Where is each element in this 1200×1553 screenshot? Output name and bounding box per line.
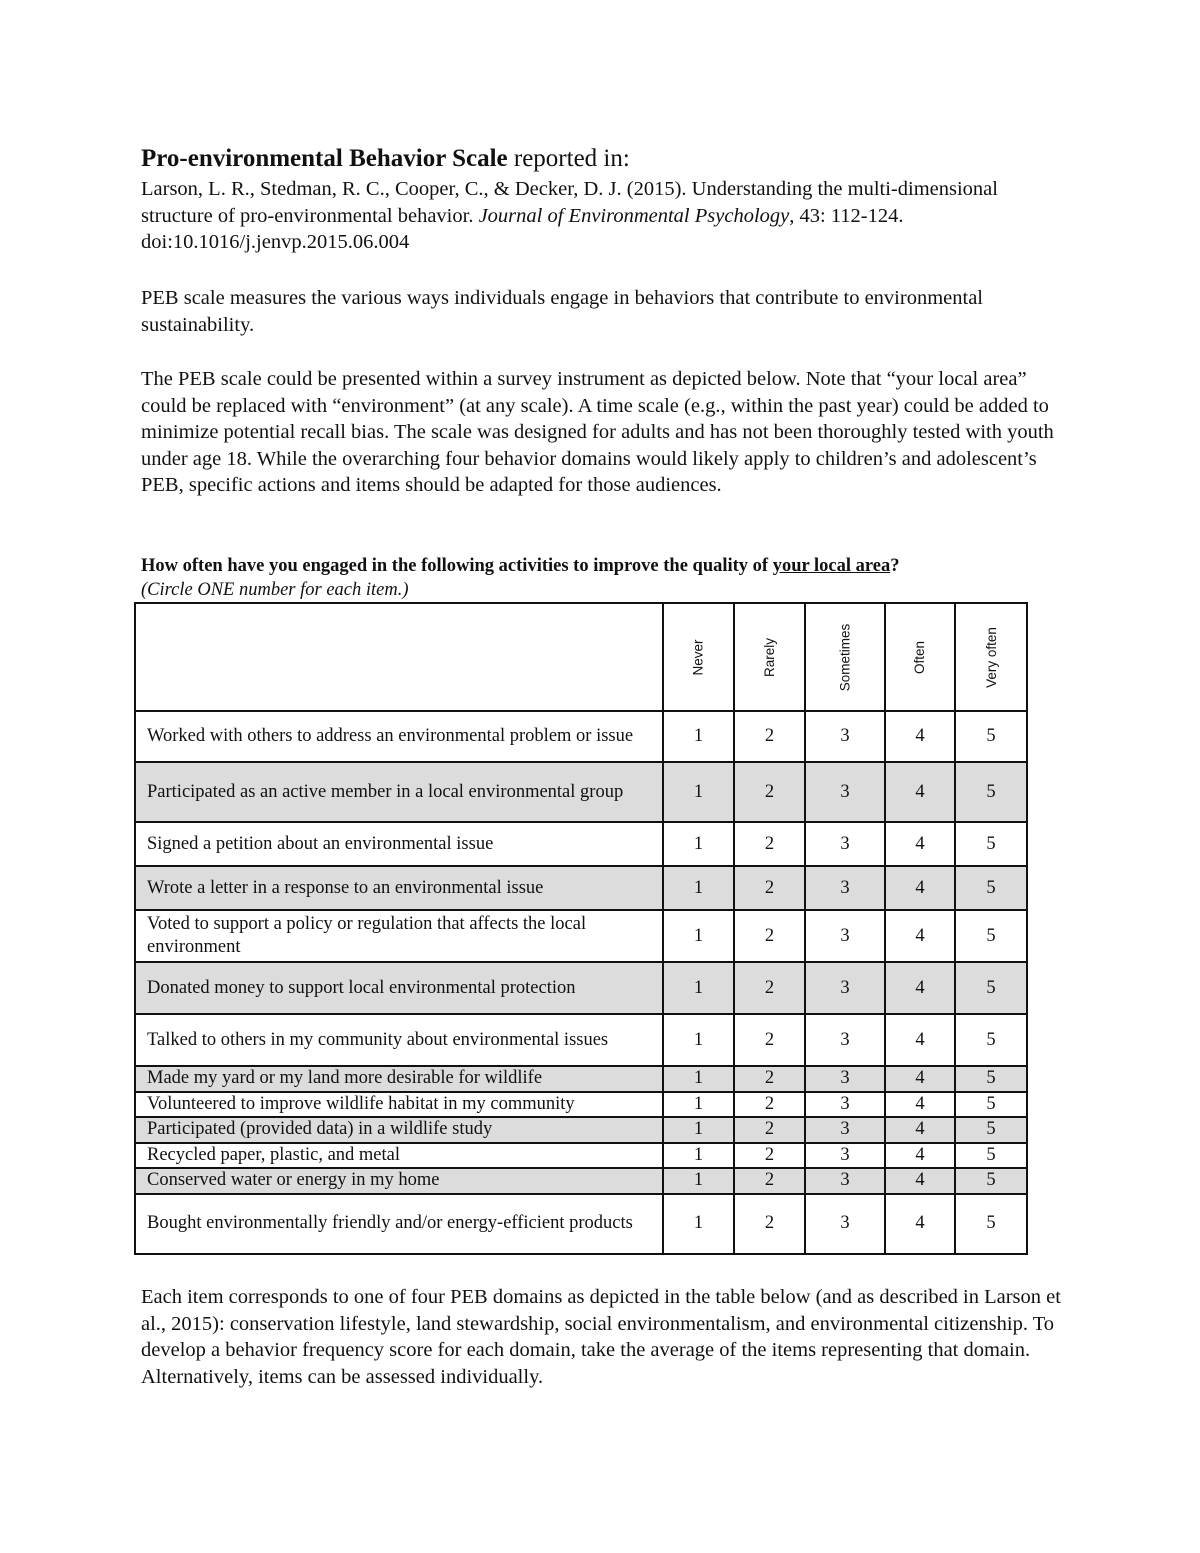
header-often-label: Often: [912, 640, 928, 674]
item-label: Talked to others in my community about environmental issues: [135, 1014, 663, 1066]
paragraph-domains: Each item corresponds to one of four PEB domains as depicted in the table below (and as described in Larson et al., 2015): conservation lifestyle, land stewardship, social environmentalism, and environmental citizenship. To develop a behavior frequency score for each domain, take the average of the items representing that domain. Alternatively, items can be assessed individually.: [141, 1286, 1061, 1388]
table-row: [135, 1143, 1027, 1169]
table-row: [135, 762, 1027, 822]
option-1[interactable]: 1: [663, 1143, 734, 1169]
table-row: [135, 1066, 1027, 1092]
header-rarely: [734, 603, 805, 711]
question-underlined: your local area: [772, 556, 891, 576]
option-4[interactable]: 4: [885, 762, 955, 822]
item-label: Signed a petition about an environmental issue: [135, 822, 663, 866]
item-label: Wrote a letter in a response to an environmental issue: [135, 866, 663, 910]
survey-question: [141, 555, 1041, 577]
header-sometimes-label: Sometimes: [837, 623, 853, 691]
option-3[interactable]: 3: [805, 822, 885, 866]
table-row: [135, 822, 1027, 866]
option-2[interactable]: 2: [734, 762, 805, 822]
table-row: [135, 1194, 1027, 1254]
table-row: [135, 1014, 1027, 1066]
option-3[interactable]: 3: [805, 866, 885, 910]
item-label: Bought environmentally friendly and/or energy-efficient products: [135, 1194, 663, 1254]
option-5[interactable]: 5: [955, 711, 1027, 762]
option-5[interactable]: 5: [955, 962, 1027, 1014]
option-4[interactable]: 4: [885, 711, 955, 762]
option-1[interactable]: 1: [663, 910, 734, 962]
option-1[interactable]: 1: [663, 822, 734, 866]
citation-journal: Journal of Environmental Psychology: [478, 204, 790, 227]
header-often: [885, 603, 955, 711]
option-2[interactable]: 2: [734, 962, 805, 1014]
option-4[interactable]: 4: [885, 1194, 955, 1254]
citation-volume: , 43: 112-124. doi:10.1016/j.jenvp.2015.06.004: [141, 204, 904, 253]
item-label: Made my yard or my land more desirable for wildlife: [135, 1066, 663, 1092]
option-1[interactable]: 1: [663, 1092, 734, 1118]
option-3[interactable]: 3: [805, 1117, 885, 1143]
item-label: Participated as an active member in a local environmental group: [135, 762, 663, 822]
option-5[interactable]: 5: [955, 822, 1027, 866]
option-2[interactable]: 2: [734, 822, 805, 866]
header-very-often-label: Very often: [983, 626, 999, 688]
option-1[interactable]: 1: [663, 1066, 734, 1092]
option-5[interactable]: 5: [955, 762, 1027, 822]
option-4[interactable]: 4: [885, 1168, 955, 1194]
option-1[interactable]: 1: [663, 1168, 734, 1194]
option-2[interactable]: 2: [734, 711, 805, 762]
option-1[interactable]: 1: [663, 1014, 734, 1066]
option-4[interactable]: 4: [885, 1066, 955, 1092]
option-3[interactable]: 3: [805, 910, 885, 962]
question-end: ?: [890, 556, 900, 576]
option-4[interactable]: 4: [885, 1014, 955, 1066]
table-row: [135, 962, 1027, 1014]
option-3[interactable]: 3: [805, 1014, 885, 1066]
option-1[interactable]: 1: [663, 866, 734, 910]
option-5[interactable]: 5: [955, 1143, 1027, 1169]
header-very-often: [955, 603, 1027, 711]
option-2[interactable]: 2: [734, 1194, 805, 1254]
table-row: [135, 866, 1027, 910]
header-never: [663, 603, 734, 711]
title-rest: reported in:: [507, 145, 630, 172]
item-label: Donated money to support local environmental protection: [135, 962, 663, 1014]
option-4[interactable]: 4: [885, 1143, 955, 1169]
option-4[interactable]: 4: [885, 910, 955, 962]
table-header-row: [135, 603, 1027, 711]
survey-instruction: (Circle ONE number for each item.): [141, 580, 409, 600]
option-1[interactable]: 1: [663, 962, 734, 1014]
option-1[interactable]: 1: [663, 762, 734, 822]
option-2[interactable]: 2: [734, 1117, 805, 1143]
table-row: [135, 1117, 1027, 1143]
option-2[interactable]: 2: [734, 1066, 805, 1092]
paragraph-presentation: The PEB scale could be presented within a survey instrument as depicted below. Note that “your local area” could be replaced with “environment” (at any scale). A time scale (e.g., within the past year) could be added to minimize potential recall bias. The scale was designed for adults and has not been thoroughly tested with youth under age 18. While the overarching four behavior domains would likely apply to children’s and adolescent’s PEB, specific actions and items should be adapted for those audiences.: [141, 368, 1054, 496]
option-4[interactable]: 4: [885, 962, 955, 1014]
option-2[interactable]: 2: [734, 910, 805, 962]
item-label: Participated (provided data) in a wildlife study: [135, 1117, 663, 1143]
option-3[interactable]: 3: [805, 711, 885, 762]
option-5[interactable]: 5: [955, 866, 1027, 910]
option-5[interactable]: 5: [955, 1117, 1027, 1143]
option-2[interactable]: 2: [734, 866, 805, 910]
table-row: [135, 1168, 1027, 1194]
option-2[interactable]: 2: [734, 1092, 805, 1118]
header-item-cell: [135, 603, 663, 711]
item-label: Conserved water or energy in my home: [135, 1168, 663, 1194]
option-2[interactable]: 2: [734, 1014, 805, 1066]
item-label: Volunteered to improve wildlife habitat in my community: [135, 1092, 663, 1118]
option-3[interactable]: 3: [805, 762, 885, 822]
table-row: [135, 1092, 1027, 1118]
header-rarely-label: Rarely: [761, 637, 777, 677]
option-5[interactable]: 5: [955, 1066, 1027, 1092]
citation: [141, 176, 1061, 256]
title-bold: Pro-environmental Behavior Scale: [141, 145, 508, 172]
document-title: [141, 143, 1061, 175]
item-label: Recycled paper, plastic, and metal: [135, 1143, 663, 1169]
option-5[interactable]: 5: [955, 1014, 1027, 1066]
question-text: How often have you engaged in the following activities to improve the quality of: [141, 556, 773, 576]
option-3[interactable]: 3: [805, 1066, 885, 1092]
header-sometimes: [805, 603, 885, 711]
option-4[interactable]: 4: [885, 1117, 955, 1143]
header-never-label: Never: [690, 638, 706, 676]
table-row: [135, 711, 1027, 762]
option-5[interactable]: 5: [955, 1092, 1027, 1118]
item-label: Worked with others to address an environmental problem or issue: [135, 711, 663, 762]
option-5[interactable]: 5: [955, 1194, 1027, 1254]
option-3[interactable]: 3: [805, 1143, 885, 1169]
option-3[interactable]: 3: [805, 1168, 885, 1194]
option-3[interactable]: 3: [805, 1092, 885, 1118]
citation-authors: Larson, L. R., Stedman, R. C., Cooper, C., & Decker, D. J. (2015). Understanding the multi-dimensional structure of pro-environmental behavior.: [141, 178, 998, 227]
paragraph-description: PEB scale measures the various ways individuals engage in behaviors that contribute to environmental sustainability.: [141, 287, 983, 336]
option-4[interactable]: 4: [885, 1092, 955, 1118]
option-2[interactable]: 2: [734, 1143, 805, 1169]
item-label: Voted to support a policy or regulation that affects the local environment: [135, 910, 663, 962]
option-2[interactable]: 2: [734, 1168, 805, 1194]
option-1[interactable]: 1: [663, 711, 734, 762]
option-1[interactable]: 1: [663, 1194, 734, 1254]
option-3[interactable]: 3: [805, 1194, 885, 1254]
table-row: [135, 910, 1027, 962]
option-5[interactable]: 5: [955, 1168, 1027, 1194]
option-4[interactable]: 4: [885, 822, 955, 866]
option-4[interactable]: 4: [885, 866, 955, 910]
option-3[interactable]: 3: [805, 962, 885, 1014]
peb-scale-table: [134, 602, 1028, 1255]
option-1[interactable]: 1: [663, 1117, 734, 1143]
option-5[interactable]: 5: [955, 910, 1027, 962]
